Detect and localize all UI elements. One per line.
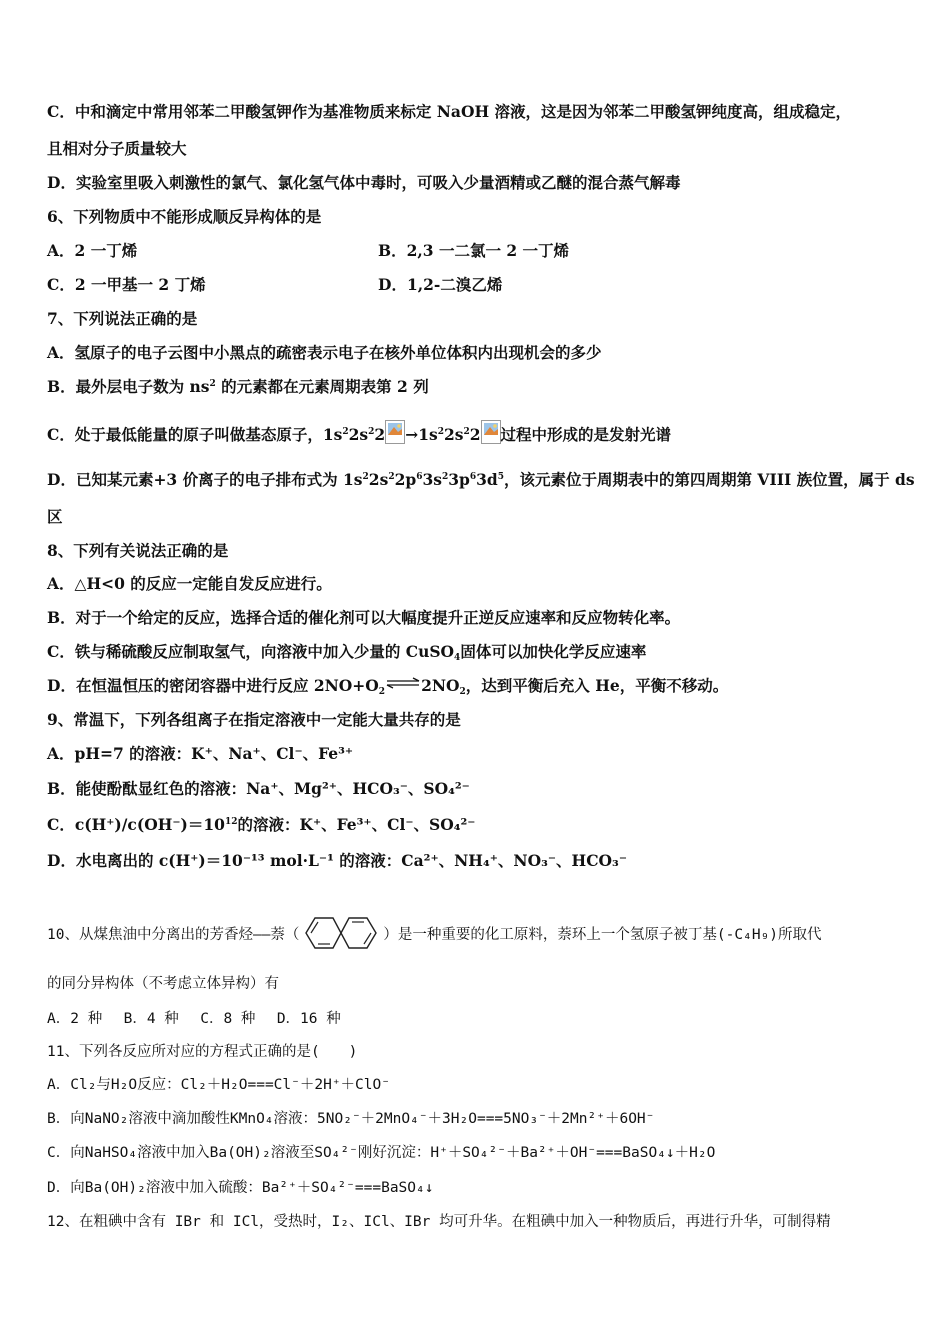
q8-option-a: A．△H<0 的反应一定能自发反应进行。: [47, 574, 332, 593]
q5-option-c-line2: 且相对分子质量较大: [47, 139, 187, 158]
q7-option-c: C．处于最低能量的原子叫做基态原子，$1s^22s^22 \to 1s^22s^22$ 过程中形成的是发射光谱: [47, 420, 671, 445]
q12-stem: 12、在粗碘中含有 IBr 和 ICl，受热时，I₂、ICl、IBr 均可升华。在粗碘中加入一种物质后，再进行升华，可制得精: [47, 1214, 831, 1230]
q11-option-d: D．向Ba(OH)₂溶液中加入硫酸：Ba²⁺＋SO₄²⁻===BaSO₄↓: [47, 1180, 434, 1196]
q11-option-a: A．Cl₂与H₂O反应：Cl₂＋H₂O===Cl⁻＋2H⁺＋ClO⁻: [47, 1077, 390, 1093]
q8-stem: 8、下列有关说法正确的是: [47, 541, 229, 560]
q11-option-b: B．向NaNO₂溶液中滴加酸性KMnO₄溶液：5NO₂⁻＋2MnO₄⁻＋3H₂O===5NO₃⁻＋2Mn²⁺＋6OH⁻: [47, 1111, 655, 1127]
equilibrium-arrow-icon: [385, 677, 421, 689]
q10-option-d: D．16 种: [276, 1011, 341, 1027]
q11-option-c: C．向NaHSO₄溶液中加入Ba(OH)₂溶液至SO₄²⁻刚好沉淀：H⁺＋SO₄²⁻＋Ba²⁺＋OH⁻===BaSO₄↓＋H₂O: [47, 1145, 716, 1161]
q5-option-d: D．实验室里吸入刺激性的氯气、氯化氢气体中毒时，可吸入少量酒精或乙醚的混合蒸气解毒: [47, 173, 681, 192]
naphthalene-structure-icon: [299, 911, 383, 955]
q7-stem: 7、下列说法正确的是: [47, 309, 198, 328]
q9-option-a: A．pH=7 的溶液：K⁺、Na⁺、Cl⁻、Fe³⁺: [47, 744, 354, 763]
q10-options: [47, 1008, 357, 1029]
broken-image-icon: [481, 420, 501, 444]
q7-option-d-line1: D．已知某元素+3 价离子的电子排布式为 $1s^22s^22p^63s^23p^63d^5$，该元素位于周期表中的第四周期第 VIII 族位置，属于 ds: [47, 470, 915, 489]
q11-stem: 11、下列各反应所对应的方程式正确的是( ): [47, 1044, 358, 1060]
broken-image-icon: [385, 420, 405, 444]
q10-option-c: C．8 种: [200, 1011, 256, 1027]
q5-option-c-line1: C．中和滴定中常用邻苯二甲酸氢钾作为基准物质来标定 NaOH 溶液，这是因为邻苯二甲酸氢钾纯度高，组成稳定，: [47, 102, 851, 121]
q6-option-a: A．2 一丁烯: [47, 241, 138, 260]
q6-options-row1: [47, 241, 137, 261]
q7-option-a: A．氢原子的电子云图中小黑点的疏密表示电子在核外单位体积内出现机会的多少: [47, 343, 602, 362]
q9-stem: 9、常温下，下列各组离子在指定溶液中一定能大量共存的是: [47, 710, 461, 729]
q6-option-d: D．1,2-二溴乙烯: [378, 275, 503, 294]
q8-option-d: D．在恒温恒压的密闭容器中进行反应 $2NO+O_2$ $2NO_2$，达到平衡后充入 He，平衡不移动。: [47, 676, 729, 697]
q6-option-c: C．2 一甲基一 2 丁烯: [47, 275, 206, 294]
q9-option-b: B．能使酚酞显红色的溶液：Na⁺、Mg²⁺、HCO₃⁻、SO₄²⁻: [47, 779, 470, 798]
q8-option-b: B．对于一个给定的反应，选择合适的催化剂可以大幅度提升正逆反应速率和反应物转化率。: [47, 608, 681, 627]
q10-option-a: A．2 种: [47, 1011, 103, 1027]
q9-option-d: D．水电离出的 c(H⁺)＝10⁻¹³ mol·L⁻¹ 的溶液：Ca²⁺、NH₄⁺、NO₃⁻、HCO₃⁻: [47, 851, 628, 870]
q6-stem: 6、下列物质中不能形成顺反异构体的是: [47, 207, 322, 226]
q7-option-d-line2: 区: [47, 507, 63, 526]
q9-option-c: C．$c(H^+)/c(OH^-)=10^{12}$的溶液：K⁺、Fe³⁺、Cl⁻、SO₄²⁻: [47, 815, 476, 834]
q10-option-b: B．4 种: [123, 1011, 179, 1027]
q6-option-b: B．2,3 一二氯一 2 一丁烯: [378, 241, 570, 260]
q8-option-c: C．铁与稀硫酸反应制取氢气，向溶液中加入少量的 CuSO$_4$固体可以加快化学反应速率: [47, 642, 647, 663]
q10-stem-line1: 10、从煤焦油中分离出的芳香烃——萘（ ）是一种重要的化工原料，萘环上一个氢原子被丁基(-C₄H₉)所取代: [47, 911, 822, 955]
q6-options-row2: [47, 275, 206, 295]
q7-option-b: B．最外层电子数为 $ns^2$ 的元素都在元素周期表第 2 列: [47, 377, 429, 396]
q10-stem-line2: 的同分异构体（不考虑立体异构）有: [47, 976, 279, 992]
